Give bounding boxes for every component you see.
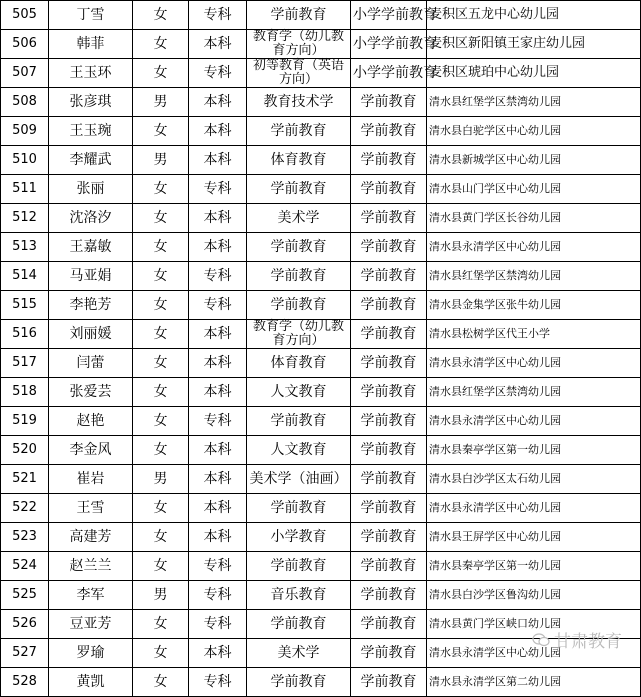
cell-major: 教育学（幼儿教育方向） [247,30,351,59]
table-row [1,523,641,552]
cell-no: 518 [1,378,49,407]
wechat-icon [532,633,550,647]
cell-gender: 女 [133,204,189,233]
cell-major: 学前教育 [247,407,351,436]
cell-no: 524 [1,552,49,581]
cell-degree: 专科 [189,175,247,204]
cell-name: 马亚娟 [49,262,133,291]
cell-school: 清水县永清学区中心幼儿园 [427,639,641,668]
cell-name: 沈洛汐 [49,204,133,233]
cell-name: 闫蕾 [49,349,133,378]
cell-degree: 专科 [189,1,247,30]
cell-school: 清水县黄门学区长谷幼儿园 [427,204,641,233]
cell-position: 小学学前教育 [351,59,427,88]
cell-school: 清水县永清学区中心幼儿园 [427,494,641,523]
cell-degree: 专科 [189,668,247,697]
cell-major: 体育教育 [247,349,351,378]
cell-name: 王玉琬 [49,117,133,146]
cell-major: 学前教育 [247,291,351,320]
cell-no: 528 [1,668,49,697]
cell-school: 清水县秦亭学区第一幼儿园 [427,552,641,581]
cell-name: 罗瑜 [49,639,133,668]
cell-position: 学前教育 [351,552,427,581]
cell-name: 张丽 [49,175,133,204]
cell-degree: 本科 [189,204,247,233]
cell-major: 教育学（幼儿教育方向） [247,320,351,349]
cell-major: 体育教育 [247,146,351,175]
table-row [1,117,641,146]
cell-degree: 本科 [189,117,247,146]
cell-school: 麦积区新阳镇王家庄幼儿园 [427,30,641,59]
cell-position: 学前教育 [351,175,427,204]
cell-no: 514 [1,262,49,291]
cell-school: 清水县红堡学区禁湾幼儿园 [427,262,641,291]
cell-major: 学前教育 [247,552,351,581]
cell-position: 学前教育 [351,668,427,697]
cell-name: 高建芳 [49,523,133,552]
cell-name: 赵兰兰 [49,552,133,581]
cell-position: 学前教育 [351,436,427,465]
cell-major: 美术学 [247,204,351,233]
table-row [1,581,641,610]
cell-no: 517 [1,349,49,378]
cell-gender: 女 [133,262,189,291]
cell-position: 学前教育 [351,320,427,349]
cell-no: 527 [1,639,49,668]
cell-degree: 专科 [189,581,247,610]
cell-gender: 女 [133,233,189,262]
cell-gender: 女 [133,494,189,523]
cell-gender: 女 [133,610,189,639]
cell-school: 清水县白驼学区中心幼儿园 [427,117,641,146]
cell-no: 509 [1,117,49,146]
cell-no: 513 [1,233,49,262]
cell-degree: 本科 [189,436,247,465]
table-row [1,88,641,117]
cell-degree: 专科 [189,407,247,436]
cell-school: 清水县永清学区第二幼儿园 [427,668,641,697]
cell-no: 507 [1,59,49,88]
cell-gender: 女 [133,436,189,465]
cell-position: 小学学前教育 [351,1,427,30]
cell-name: 张彦琪 [49,88,133,117]
cell-school: 清水县白沙学区太石幼儿园 [427,465,641,494]
cell-degree: 专科 [189,262,247,291]
cell-position: 学前教育 [351,610,427,639]
cell-gender: 女 [133,639,189,668]
table-row [1,291,641,320]
cell-gender: 女 [133,30,189,59]
cell-degree: 本科 [189,320,247,349]
cell-no: 511 [1,175,49,204]
cell-name: 崔岩 [49,465,133,494]
cell-school: 清水县王屏学区中心幼儿园 [427,523,641,552]
table-row [1,349,641,378]
cell-major: 小学教育 [247,523,351,552]
cell-gender: 女 [133,175,189,204]
cell-name: 王雪 [49,494,133,523]
cell-major: 音乐教育 [247,581,351,610]
cell-no: 515 [1,291,49,320]
table-body [1,1,641,697]
cell-position: 学前教育 [351,378,427,407]
cell-gender: 女 [133,59,189,88]
cell-major: 初等教育（英语方向） [247,59,351,88]
cell-gender: 女 [133,349,189,378]
cell-no: 516 [1,320,49,349]
cell-school: 清水县红堡学区禁湾幼儿园 [427,378,641,407]
cell-name: 黄凯 [49,668,133,697]
cell-name: 刘丽媛 [49,320,133,349]
cell-gender: 男 [133,88,189,117]
cell-name: 李金风 [49,436,133,465]
table-row [1,59,641,88]
cell-gender: 女 [133,117,189,146]
cell-school: 清水县新城学区中心幼儿园 [427,146,641,175]
cell-major: 人文教育 [247,436,351,465]
cell-name: 丁雪 [49,1,133,30]
table-row [1,204,641,233]
table-row [1,262,641,291]
cell-degree: 本科 [189,30,247,59]
table-row [1,436,641,465]
cell-position: 学前教育 [351,407,427,436]
table-row [1,668,641,697]
cell-no: 519 [1,407,49,436]
cell-position: 学前教育 [351,349,427,378]
cell-major: 学前教育 [247,668,351,697]
table-row [1,146,641,175]
cell-degree: 专科 [189,552,247,581]
cell-degree: 本科 [189,378,247,407]
cell-school: 清水县秦亭学区第一幼儿园 [427,436,641,465]
cell-degree: 专科 [189,59,247,88]
cell-position: 小学学前教育 [351,30,427,59]
cell-position: 学前教育 [351,146,427,175]
cell-school: 清水县黄门学区峡口幼儿园 [427,610,641,639]
table-row [1,552,641,581]
cell-position: 学前教育 [351,639,427,668]
table-row [1,494,641,523]
cell-school: 清水县金集学区张牛幼儿园 [427,291,641,320]
cell-gender: 男 [133,465,189,494]
cell-no: 523 [1,523,49,552]
cell-name: 张爱芸 [49,378,133,407]
cell-name: 赵艳 [49,407,133,436]
cell-no: 510 [1,146,49,175]
cell-no: 521 [1,465,49,494]
cell-major: 美术学（油画） [247,465,351,494]
cell-no: 520 [1,436,49,465]
cell-school: 清水县永清学区中心幼儿园 [427,233,641,262]
cell-gender: 女 [133,320,189,349]
cell-no: 506 [1,30,49,59]
cell-major: 学前教育 [247,1,351,30]
watermark [532,627,622,652]
cell-gender: 女 [133,668,189,697]
table-row [1,30,641,59]
cell-gender: 女 [133,407,189,436]
table-row [1,465,641,494]
cell-school: 清水县永清学区中心幼儿园 [427,349,641,378]
cell-gender: 女 [133,378,189,407]
cell-name: 李耀武 [49,146,133,175]
cell-degree: 专科 [189,610,247,639]
cell-degree: 本科 [189,494,247,523]
cell-major: 美术学 [247,639,351,668]
cell-degree: 本科 [189,523,247,552]
cell-major: 学前教育 [247,233,351,262]
cell-no: 525 [1,581,49,610]
cell-position: 学前教育 [351,233,427,262]
table-row [1,1,641,30]
table-row [1,175,641,204]
cell-position: 学前教育 [351,117,427,146]
cell-name: 豆亚芳 [49,610,133,639]
cell-position: 学前教育 [351,88,427,117]
cell-school: 麦积区琥珀中心幼儿园 [427,59,641,88]
cell-degree: 本科 [189,146,247,175]
table-row [1,378,641,407]
cell-major: 教育技术学 [247,88,351,117]
cell-position: 学前教育 [351,465,427,494]
cell-degree: 本科 [189,639,247,668]
cell-name: 王玉环 [49,59,133,88]
cell-gender: 女 [133,523,189,552]
cell-no: 522 [1,494,49,523]
cell-major: 学前教育 [247,494,351,523]
cell-position: 学前教育 [351,291,427,320]
cell-school: 清水县山门学区中心幼儿园 [427,175,641,204]
watermark-text: 甘肃教育 [554,632,622,652]
table-row [1,233,641,262]
cell-major: 学前教育 [247,262,351,291]
cell-degree: 本科 [189,88,247,117]
cell-position: 学前教育 [351,204,427,233]
cell-major: 人文教育 [247,378,351,407]
cell-school: 清水县白沙学区鲁沟幼儿园 [427,581,641,610]
cell-degree: 专科 [189,291,247,320]
cell-school: 清水县红堡学区禁湾幼儿园 [427,88,641,117]
cell-major: 学前教育 [247,117,351,146]
cell-gender: 女 [133,291,189,320]
cell-name: 李军 [49,581,133,610]
cell-position: 学前教育 [351,523,427,552]
cell-position: 学前教育 [351,262,427,291]
cell-degree: 本科 [189,349,247,378]
table-row [1,320,641,349]
cell-gender: 女 [133,552,189,581]
cell-position: 学前教育 [351,581,427,610]
cell-degree: 本科 [189,465,247,494]
cell-gender: 男 [133,146,189,175]
cell-major: 学前教育 [247,175,351,204]
cell-degree: 本科 [189,233,247,262]
cell-major: 学前教育 [247,610,351,639]
cell-gender: 女 [133,1,189,30]
cell-gender: 男 [133,581,189,610]
cell-name: 王嘉敏 [49,233,133,262]
table-row [1,407,641,436]
cell-no: 508 [1,88,49,117]
cell-no: 505 [1,1,49,30]
cell-position: 学前教育 [351,494,427,523]
cell-school: 清水县松树学区代王小学 [427,320,641,349]
cell-school: 麦积区五龙中心幼儿园 [427,1,641,30]
cell-no: 526 [1,610,49,639]
cell-name: 李艳芳 [49,291,133,320]
cell-no: 512 [1,204,49,233]
cell-name: 韩菲 [49,30,133,59]
cell-school: 清水县永清学区中心幼儿园 [427,407,641,436]
